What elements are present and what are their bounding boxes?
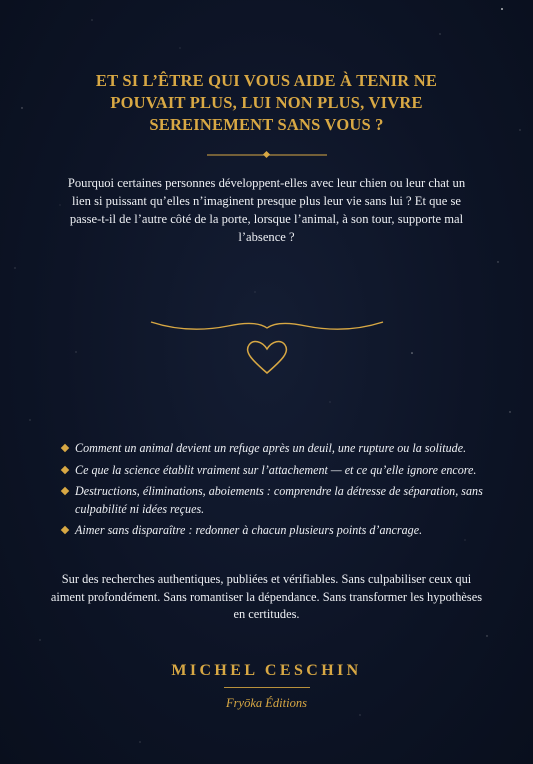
diamond-bullet-icon [61, 444, 69, 452]
headline: ET SI L’ÊTRE QUI VOUS AIDE À TENIR NE POUVAIT PLUS, LUI NON PLUS, VIVRE SEREINEMENT SANS VOUS ? [95, 71, 438, 134]
list-item [62, 522, 492, 540]
list-item [62, 462, 492, 480]
list-item-text: Ce que la science établit vraiment sur l’attachement — et ce qu’elle ignore encore. [75, 462, 477, 477]
author-name: MICHEL CESCHIN [171, 662, 362, 679]
author-underline [224, 687, 310, 688]
intro-paragraph: Pourquoi certaines personnes développent-elles avec leur chien ou leur chat un lien si puissant qu’elles n’imaginent presque plus leur vie sans lui ? Et que se passe-t-il de l’autre côté de la porte, lorsque l’animal, à son tour, supporte mal l’absence ? [67, 176, 466, 244]
heart-ornament-icon [148, 314, 386, 378]
key-points-list [62, 440, 492, 544]
diamond-bullet-icon [61, 487, 69, 495]
closing-paragraph: Sur des recherches authentiques, publiées et vérifiables. Sans culpabiliser ceux qui aiment profondément. Sans romantiser la dépendance. Sans transformer les hypothèses en certitudes. [50, 572, 483, 621]
list-item-text: Comment un animal devient un refuge après un deuil, une rupture ou la solitude. [75, 441, 467, 455]
gold-divider-ornament [207, 148, 327, 162]
diamond-bullet-icon [61, 465, 69, 473]
list-item-text: Destructions, éliminations, aboiements : comprendre la détresse de séparation, sans culpabilité ni idées reçues. [75, 484, 483, 516]
diamond-bullet-icon [61, 526, 69, 534]
list-item-text: Aimer sans disparaître : redonner à chacun plusieurs points d’ancrage. [75, 523, 423, 537]
publisher-name: Fryōka Éditions [226, 696, 307, 710]
list-item [62, 440, 492, 458]
list-item [62, 483, 492, 518]
